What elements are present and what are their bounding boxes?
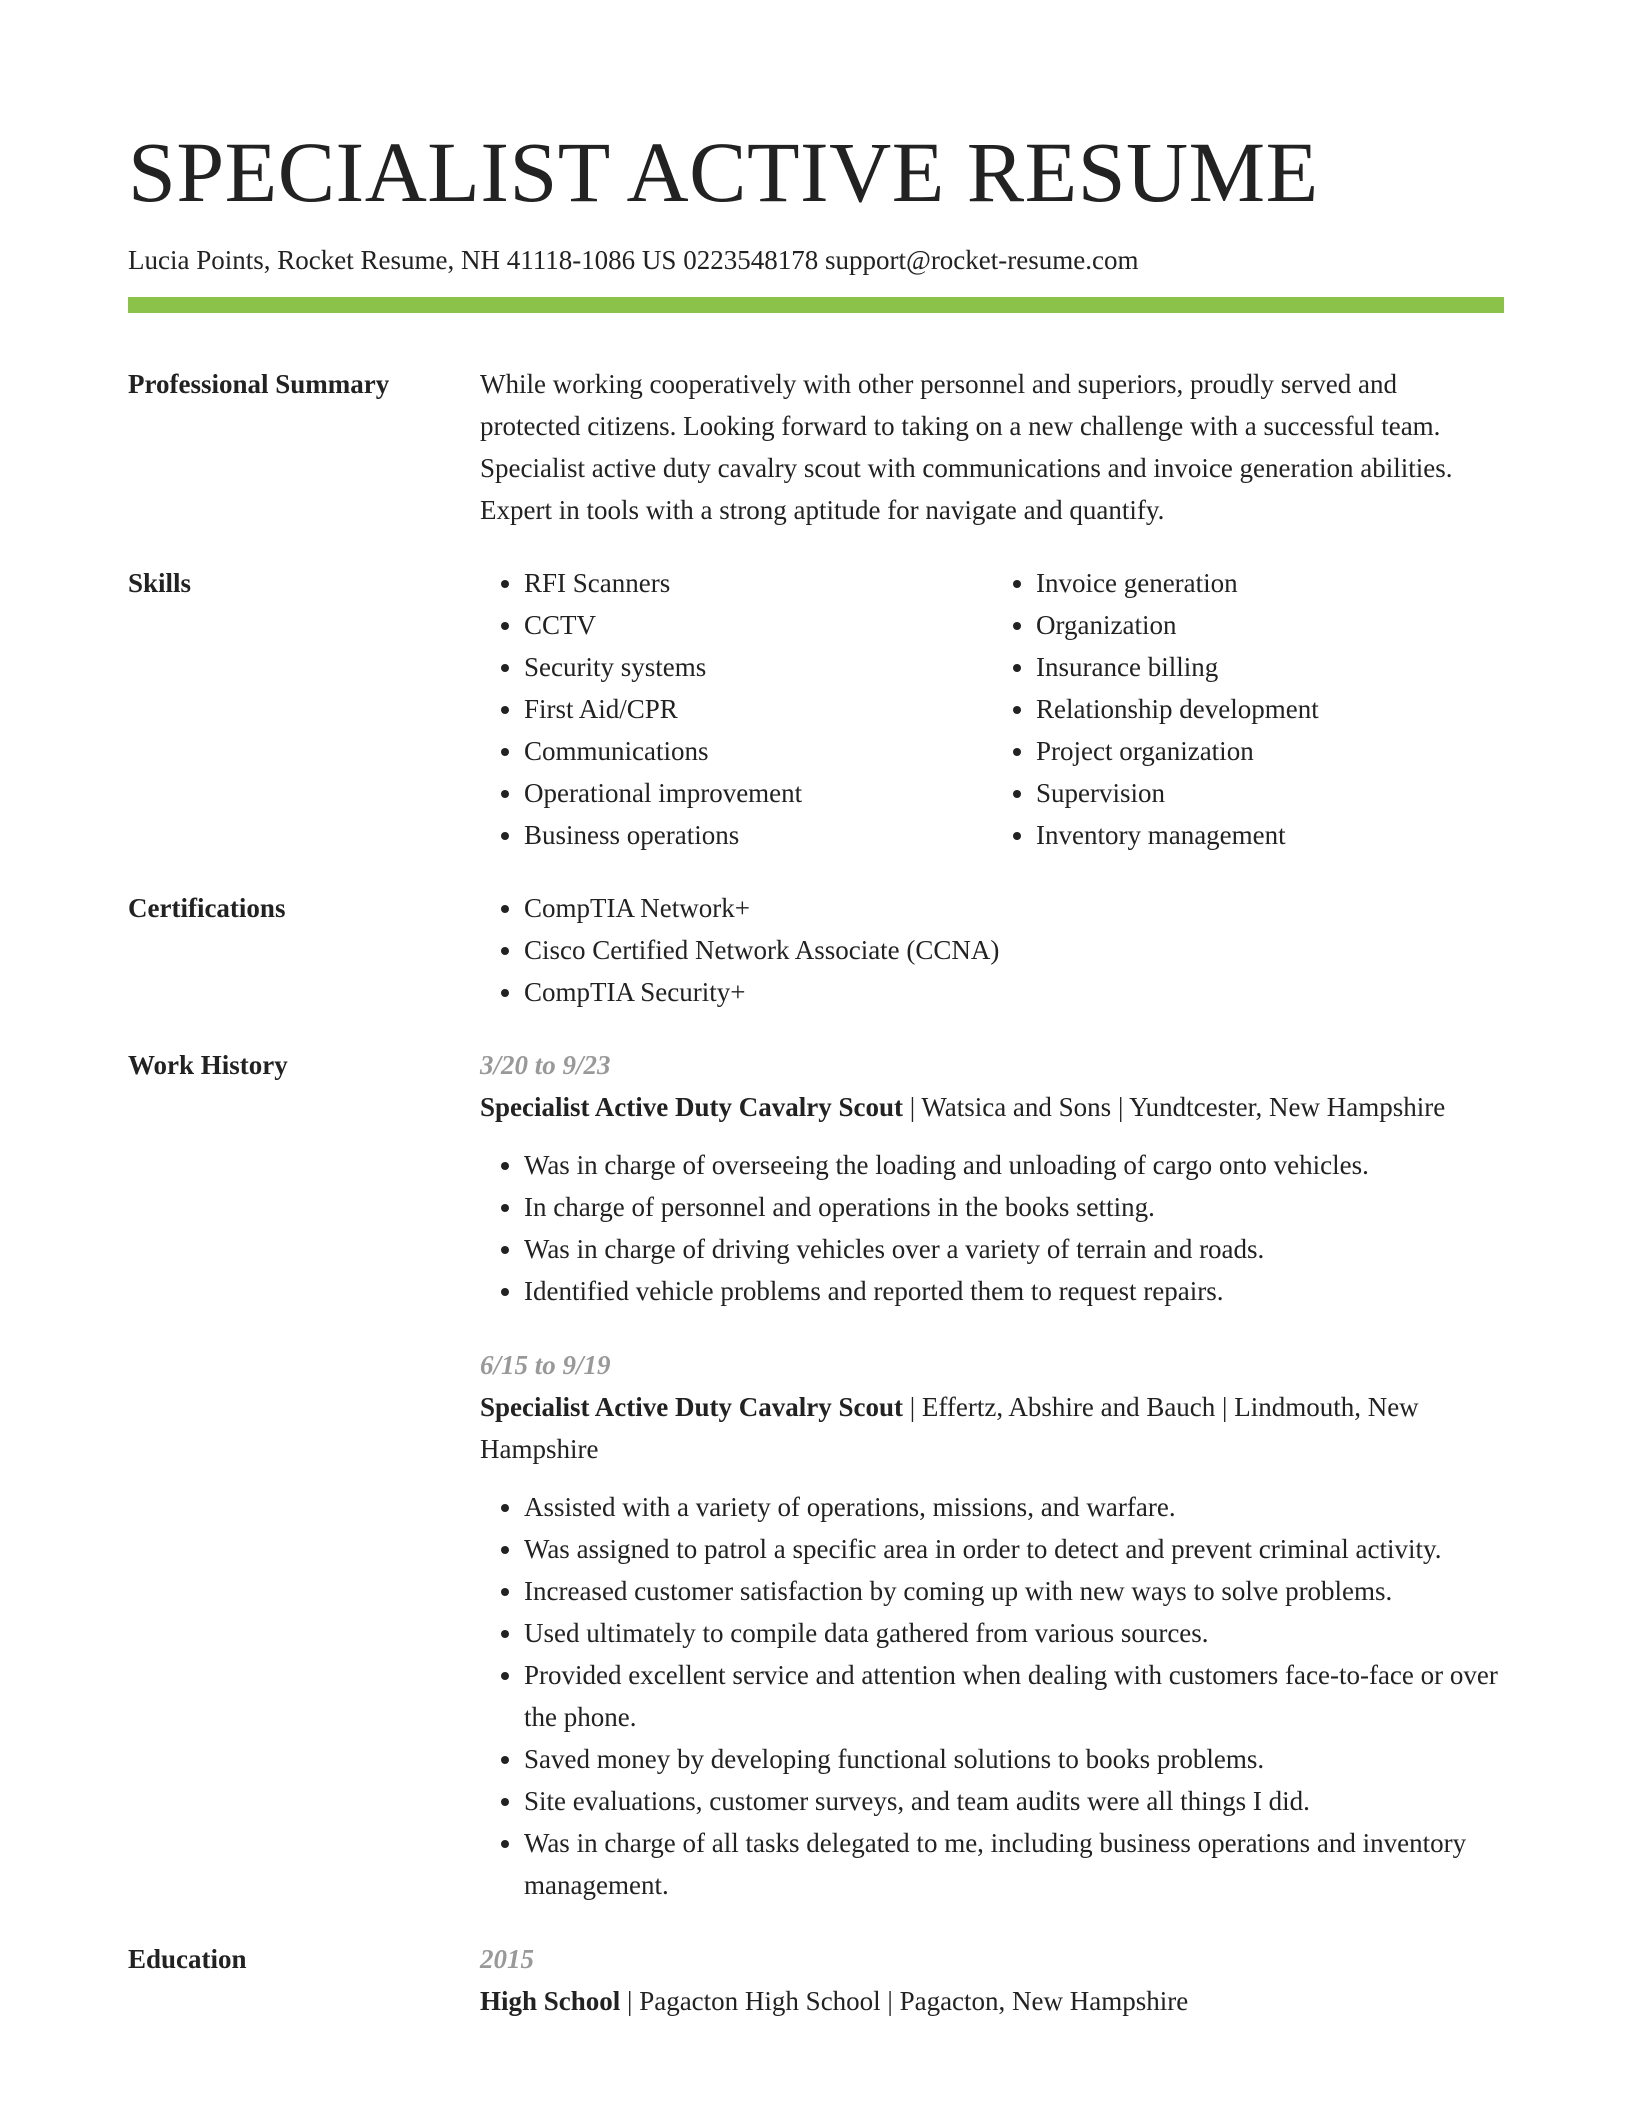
- education-heading: [480, 1980, 1504, 2022]
- job-duty: • Provided excellent service and attention when dealing with customers face-to-face or over the phone.: [524, 1654, 1504, 1738]
- resume-page: [128, 0, 1504, 2022]
- summary-body: [480, 363, 1504, 531]
- skill-item: • Operational improvement: [524, 772, 992, 814]
- certification-item: • CompTIA Network+: [524, 887, 1504, 929]
- skill-item: • Inventory management: [1036, 814, 1504, 856]
- skills-list-right: [992, 562, 1504, 856]
- job-details: | Watsica and Sons | Yundtcester, New Hampshire: [902, 1092, 1446, 1122]
- certification-item: • Cisco Certified Network Associate (CCNA): [524, 929, 1504, 971]
- skill-item: • Supervision: [1036, 772, 1504, 814]
- job-duty: • Increased customer satisfaction by coming up with new ways to solve problems.: [524, 1570, 1504, 1612]
- job-entry: [480, 1044, 1504, 1312]
- job-duty: • Assisted with a variety of operations, missions, and warfare.: [524, 1486, 1504, 1528]
- job-duty: • Was in charge of all tasks delegated to me, including business operations and inventory management.: [524, 1822, 1504, 1906]
- job-duty: • Was assigned to patrol a specific area in order to detect and prevent criminal activity.: [524, 1528, 1504, 1570]
- section-work-history: [128, 1044, 1504, 1906]
- section-title-education: Education: [128, 1944, 247, 1974]
- skill-item: • Security systems: [524, 646, 992, 688]
- skill-item: • CCTV: [524, 604, 992, 646]
- job-date: 3/20 to 9/23: [480, 1050, 611, 1080]
- section-title-certifications: Certifications: [128, 893, 286, 923]
- certifications-body: [480, 887, 1504, 1013]
- work-history-body: [480, 1044, 1504, 1906]
- job-role: Specialist Active Duty Cavalry Scout: [480, 1092, 903, 1122]
- skill-item: • RFI Scanners: [524, 562, 992, 604]
- job-duty: • Saved money by developing functional solutions to books problems.: [524, 1738, 1504, 1780]
- skill-item: • First Aid/CPR: [524, 688, 992, 730]
- skill-item: • Invoice generation: [1036, 562, 1504, 604]
- section-education: [128, 1938, 1504, 2022]
- job-duty: • Used ultimately to compile data gathered from various sources.: [524, 1612, 1504, 1654]
- job-duty: • Site evaluations, customer surveys, and team audits were all things I did.: [524, 1780, 1504, 1822]
- skill-item: • Organization: [1036, 604, 1504, 646]
- skills-grid: [480, 562, 1504, 856]
- skill-item: • Insurance billing: [1036, 646, 1504, 688]
- job-duty: • Was in charge of driving vehicles over a variety of terrain and roads.: [524, 1228, 1504, 1270]
- education-degree: High School: [480, 1986, 621, 2016]
- skill-item: • Project organization: [1036, 730, 1504, 772]
- skill-item: • Business operations: [524, 814, 992, 856]
- job-heading: [480, 1086, 1504, 1128]
- job-entry: [480, 1344, 1504, 1906]
- job-date: 6/15 to 9/19: [480, 1350, 611, 1380]
- resume-title: SPECIALIST ACTIVE RESUME: [128, 124, 1319, 220]
- job-duties-list: [480, 1486, 1504, 1906]
- job-details: | Effertz, Abshire and Bauch | Lindmouth, New Hampshire: [480, 1392, 1419, 1464]
- section-title-summary: Professional Summary: [128, 369, 390, 399]
- section-title-skills: Skills: [128, 568, 192, 598]
- education-date: 2015: [480, 1944, 534, 1974]
- contact-line: Lucia Points, Rocket Resume, NH 41118-1086 US 0223548178 support@rocket-resume.com: [128, 245, 1139, 275]
- skill-item: • Communications: [524, 730, 992, 772]
- section-skills: [128, 562, 1504, 856]
- section-title-work-history: Work History: [128, 1050, 288, 1080]
- education-body: [480, 1938, 1504, 2022]
- certification-item: • CompTIA Security+: [524, 971, 1504, 1013]
- job-duties-list: [480, 1144, 1504, 1312]
- skills-list-left: [480, 562, 992, 856]
- job-role: Specialist Active Duty Cavalry Scout: [480, 1392, 903, 1422]
- certifications-list: [480, 887, 1504, 1013]
- education-details: | Pagacton High School | Pagacton, New Hampshire: [620, 1986, 1189, 2016]
- job-duty: • In charge of personnel and operations in the books setting.: [524, 1186, 1504, 1228]
- job-duty: • Was in charge of overseeing the loading and unloading of cargo onto vehicles.: [524, 1144, 1504, 1186]
- section-certifications: [128, 887, 1504, 1013]
- summary-text: While working cooperatively with other personnel and superiors, proudly served and protected citizens. Looking forward to taking on a new challenge with a successful team. Specialist active duty cavalry scout with communications and invoice generation abilities. Expert in tools with a strong aptitude for navigate and quantify.: [480, 369, 1453, 525]
- accent-divider: [128, 297, 1504, 313]
- skill-item: • Relationship development: [1036, 688, 1504, 730]
- job-duty: • Identified vehicle problems and reported them to request repairs.: [524, 1270, 1504, 1312]
- job-heading: [480, 1386, 1504, 1470]
- section-professional-summary: [128, 363, 1504, 531]
